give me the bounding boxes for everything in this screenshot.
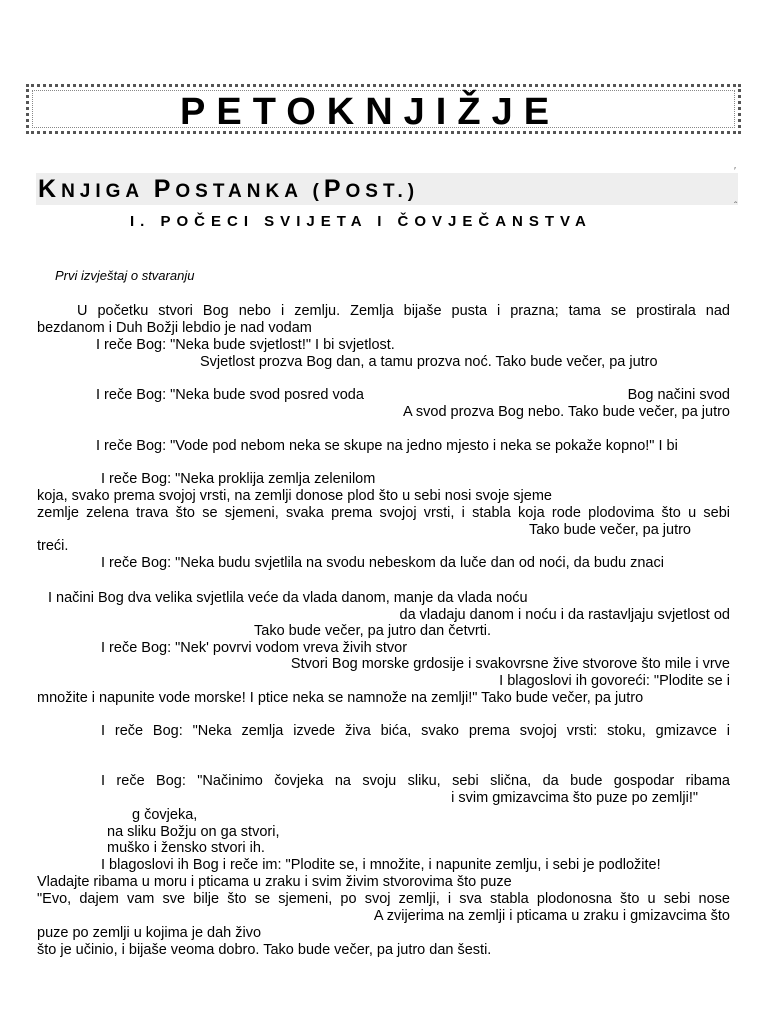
text-line: muško i žensko stvori ih.: [107, 840, 265, 856]
text-line: I reče Bog: "Neka budu svjetlila na svodu nebeskom da luče dan od noći, da budu znaci: [101, 555, 664, 571]
text-line: koja, svako prema svojoj vrsti, na zemlji donose plod što u sebi nosi svoje sjeme: [37, 488, 552, 504]
text-line: I reče Bog: "Nek' povrvi vodom vreva živih stvor: [101, 640, 408, 656]
text-line: treći.: [37, 538, 69, 554]
text-line: "Evo, dajem vam sve bilje što se sjemeni, po svoj zemlji, i sva stabla plodonosna što u sebi nose: [37, 891, 730, 907]
text-line: Stvori Bog morske grdosije i svakovrsne žive stvorove što mile i vrve: [290, 656, 730, 672]
text-line: I blagoslovi ih govoreći: "Plodite se i: [499, 673, 730, 689]
main-title: PETOKNJIŽJE: [180, 91, 561, 133]
text-line: U početku stvori Bog nebo i zemlju. Zemlja bijaše pusta i prazna; tama se prostirala nad: [77, 303, 730, 319]
book-title-rest: OSTANKA (: [175, 181, 324, 202]
text-line: A zvijerima na zemlji i pticama u zraku i gmizavcima što: [373, 908, 730, 924]
text-line: I reče Bog: "Neka proklija zemlja zelenilom: [101, 471, 376, 487]
text-line: puze po zemlji u kojima je dah živo: [37, 925, 262, 941]
text-line: Tako bude večer, pa jutro: [528, 522, 691, 538]
corner-tick-icon: ′: [734, 166, 736, 177]
text-line: I reče Bog: "Vode pod nebom neka se skupe na jedno mjesto i neka se pokaže kopno!" I bi: [96, 438, 678, 454]
book-title-rest: NJIGA: [61, 181, 154, 202]
text-line: bezdanom i Duh Božji lebdio je nad vodam: [37, 320, 312, 336]
text-line: što je učinio, i bijaše veoma dobro. Tako bude večer, pa jutro dan šesti.: [37, 942, 492, 958]
subheading: Prvi izvještaj o stvaranju: [55, 268, 195, 283]
text-line: množite i napunite vode morske! I ptice neka se namnože na zemlji!" Tako bude večer, pa jutro: [37, 690, 644, 706]
text-line: I načini Bog dva velika svjetlila veće da vlada danom, manje da vlada noću: [48, 590, 528, 606]
text-line: Bog načini svod: [627, 387, 730, 403]
text-line: Svjetlost prozva Bog dan, a tamu prozva noć. Tako bude večer, pa jutro: [200, 354, 658, 370]
text-line: I blagoslovi ih Bog i reče im: "Plodite se, i množite, i napunite zemlju, i sebi je podložite!: [101, 857, 661, 873]
text-line: na sliku Božju on ga stvori,: [107, 824, 280, 840]
section-title: I. POČECI SVIJETA I ČOVJEČANSTVA: [130, 213, 592, 230]
book-title-initial: P: [153, 175, 176, 203]
text-line: Vladajte ribama u moru i pticama u zraku i svim živim stvorovima što puze: [37, 874, 512, 890]
corner-caret-icon: ˆ: [734, 201, 738, 212]
book-title-initial: P: [323, 175, 346, 203]
text-line: g čovjeka,: [132, 807, 198, 823]
text-line: da vladaju danom i noću i da rastavljaju svjetlost od: [399, 607, 730, 623]
book-title-initial: K: [38, 175, 62, 203]
text-line: A svod prozva Bog nebo. Tako bude večer, pa jutro: [402, 404, 730, 420]
text-line: I reče Bog: "Neka zemlja izvede živa bića, svako prema svojoj vrsti: stoku, gmizavce i: [101, 723, 730, 739]
text-line: I reče Bog: "Neka bude svjetlost!" I bi svjetlost.: [96, 337, 395, 353]
text-line: I reče Bog: "Načinimo čovjeka na svoju sliku, sebi slična, da bude gospodar ribama: [101, 773, 730, 789]
text-line: Tako bude večer, pa jutro dan četvrti.: [254, 623, 491, 639]
book-title: [38, 175, 419, 204]
text-line: zemlje zelena trava što se sjemeni, svaka prema svojoj vrsti, i stabla koja rode plodovima što u sebi: [37, 505, 730, 521]
book-title-rest: OST.): [345, 181, 420, 202]
text-line: I reče Bog: "Neka bude svod posred voda: [96, 387, 364, 403]
text-line: i svim gmizavcima što puze po zemlji!": [451, 790, 698, 806]
